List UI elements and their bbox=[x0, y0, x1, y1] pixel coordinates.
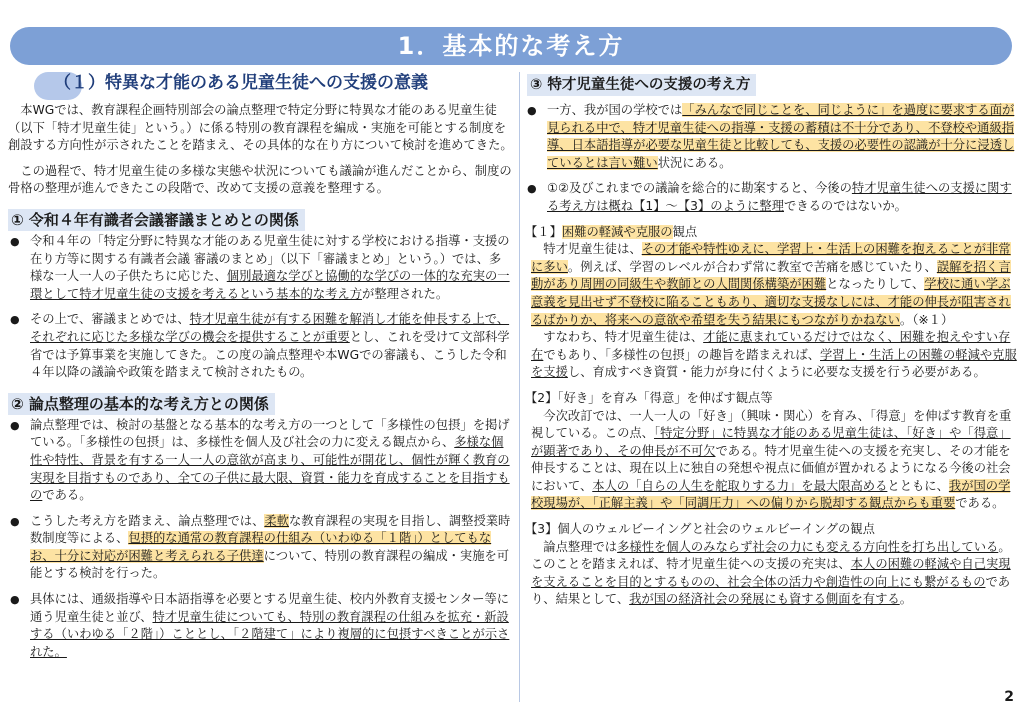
viewpoint-3-text bbox=[525, 539, 1018, 609]
bullet-text: こうした考え方を踏まえ、論点整理では、 bbox=[30, 513, 265, 528]
underlined-text: 特才児童生徒への支援に関する考え方は概ね【1】～【3】のように整理 bbox=[547, 181, 1012, 213]
viewpoint-3-heading: 【3】個人のウェルビーイングと社会のウェルビーイングの観点 bbox=[525, 522, 875, 537]
left-column bbox=[8, 72, 513, 669]
highlighted-text: 包摂的な通常の教育課程の仕組み（いわゆる「１階」）としてもなお、十分に対応が困難と考えられる子供達 bbox=[30, 531, 492, 563]
viewpoint-2-heading: 【2】「好き」を育み「得意」を伸ばす観点等 bbox=[525, 390, 773, 405]
subsection1-title: ① 令和４年有識者会議審議まとめとの関係 bbox=[8, 209, 305, 231]
bullet-text: 一方、我が国の学校では bbox=[547, 103, 683, 117]
bullet-text: な教育課程の実現を目指し、調整授業時数制度等による、 bbox=[30, 513, 511, 546]
body-text: でもあり、「多様性の包摂」の趣旨を踏まえれば、 bbox=[543, 347, 820, 362]
underlined-text: 特才児童生徒が有する困難を解消し才能を伸長する上で、それぞれに応じた多様な学びの機会を提供することが重要 bbox=[30, 312, 510, 344]
body-text: 。（※１） bbox=[899, 312, 954, 327]
body-text: であり、結果として、 bbox=[531, 574, 1011, 607]
body-text: すなわち、特才児童生徒は、 bbox=[543, 330, 704, 345]
viewpoint-1-text bbox=[525, 241, 1018, 329]
bullet-text: できるのではないか。 bbox=[784, 198, 907, 213]
bullet-text: について、特別の教育課程の編成・実施を可能とする検討を行った。 bbox=[30, 548, 510, 581]
bullet-icon: ● bbox=[527, 104, 537, 117]
body-text: 特才児童生徒は、 bbox=[543, 242, 642, 257]
subsection3-title: ③ 特才児童生徒への支援の考え方 bbox=[527, 74, 756, 96]
viewpoint-1 bbox=[525, 224, 1018, 382]
bullet-text: 令和４年の「特定分野に特異な才能のある児童生徒に対する学校における指導・支援の在り方等に関する有識者会議 審議のまとめ」（以下「審議まとめ」という。）では、多様な一人一人の子供たちに応じた、 bbox=[30, 233, 510, 284]
highlighted-text: 柔軟 bbox=[264, 513, 289, 528]
highlighted-text: 困難の軽減や克服の bbox=[561, 224, 673, 239]
bullet-item bbox=[8, 311, 513, 381]
viewpoint-1-text-2 bbox=[525, 329, 1018, 382]
body-text: 。例えば、学習のレベルが合わず常に教室で苦痛を感じていたり、 bbox=[567, 259, 937, 274]
underlined-text: 才能に恵まれているだけではなく、困難を抱えやすい存在 bbox=[531, 330, 1011, 362]
bullet-text: が整理された。 bbox=[362, 286, 449, 301]
bullet-text: 具体には、通級指導や日本語指導を必要とする児童生徒、校内外教育支援センター等に通う児童生徒と並び、 bbox=[30, 592, 510, 624]
bullet-text: である。 bbox=[42, 488, 92, 503]
body-text: である。特才児童生徒への支援を充実し、その才能を伸長することは、現在以上に独自の発想や視点に価値が置かれるようになる今後の社会において、 bbox=[531, 443, 1011, 493]
viewpoint-2 bbox=[525, 390, 1018, 513]
body-text: とともに、 bbox=[887, 478, 949, 493]
viewpoint-2-text bbox=[525, 408, 1018, 514]
highlighted-text: 我が国の学校現場が、「正解主義」や「同調圧力」への偏りから脱却する観点からも重要 bbox=[531, 478, 1011, 511]
body-text: 今次改訂では、一人一人の「好き」（興味・関心）を育み、「得意」を伸ばす教育を重視している。この点、 bbox=[531, 408, 1012, 441]
bullet-item bbox=[8, 417, 513, 505]
highlighted-text: 「みんなで同じことを、同じように」を過度に要求する面が見られる中で、特才児童生徒への指導・支援の蓄積は不十分であり、不登校や通級指導、日本語指導が必要な児童生徒と比較しても、支援の必要性の認識が十分に浸透しているとは言い難い bbox=[547, 103, 1015, 170]
section1-heading bbox=[8, 72, 513, 100]
subsection2-title: ② 論点整理の基本的な考え方との関係 bbox=[8, 393, 275, 415]
underlined-text: 「特定分野」に特異な才能のある児童生徒は、「好き」や「得意」が顕著であり、その伸長が不可欠 bbox=[531, 426, 1011, 458]
intro-paragraph-1: 本WGでは、教育課程企画特別部会の論点整理で特定分野に特異な才能のある児童生徒（以下「特才児童生徒」という。）に係る特別の教育課程を編成・実施を可能とする制度を創設する方向性が示されたことを踏まえ、その具体的な在り方について検討を進めてきた。 bbox=[8, 103, 513, 153]
bullet-icon: ● bbox=[10, 313, 20, 327]
bullet-icon: ● bbox=[10, 593, 20, 607]
bullet-icon: ● bbox=[10, 234, 20, 248]
underlined-text: 我が国の経済社会の発展にも資する側面を有する bbox=[629, 592, 900, 607]
section1-title: （１）特異な才能のある児童生徒への支援の意義 bbox=[54, 73, 428, 93]
page-title: 1．基本的な考え方 bbox=[397, 32, 625, 60]
column-divider bbox=[519, 72, 520, 702]
underlined-text: 本人の「自らの人生を舵取りする力」を最大限高める bbox=[592, 478, 888, 493]
viewpoint-label: 観点 bbox=[672, 224, 698, 239]
bullet-text: とし、これを受けて文部科学省では予算事業を実施してきた。この度の論点整理や本WGでの審議も、こうした令和４年以降の議論や政策を踏まえて検討されたもの。 bbox=[30, 329, 510, 380]
viewpoint-1-heading bbox=[525, 224, 1018, 242]
highlighted-text: 誤解を招く言動があり周囲の同級生や教師との人間関係構築が困難 bbox=[531, 259, 1011, 292]
underlined-text: 特才児童生徒についても、特別の教育課程の仕組みを拡充・新設する（いわゆる「２階」）こととし、「２階建て」により複層的に包摂すべきことが示された。 bbox=[30, 609, 510, 659]
body-text: となったりして、 bbox=[826, 277, 925, 292]
bullet-item bbox=[525, 102, 1018, 172]
bullet-text: ①②及びこれまでの議論を総合的に勘案すると、今後の bbox=[547, 181, 852, 196]
bullet-icon: ● bbox=[10, 418, 20, 432]
bullet-item bbox=[8, 513, 513, 583]
body-text: し、育成すべき資質・能力が身に付くように必要な支援を行う必要がある。 bbox=[567, 365, 986, 380]
intro-paragraph-2: この過程で、特才児童生徒の多様な実態や状況についても議論が進んだことから、制度の骨格の整理が進んできたこの段階で、改めて支援の意義を整理する。 bbox=[8, 163, 512, 196]
bullet-item bbox=[8, 591, 513, 661]
bullet-text: その上で、審議まとめでは、 bbox=[30, 312, 190, 327]
bullet-text: 状況にある。 bbox=[657, 155, 732, 170]
bullet-item bbox=[525, 180, 1018, 215]
body-text: 論点整理では bbox=[543, 539, 618, 554]
bullet-text: 論点整理では、検討の基盤となる基本的な考え方の一つとして「多様性の包摂」を掲げている。「多様性の包摂」は、多様性を個人及び社会の力に変える観点から、 bbox=[30, 417, 510, 450]
underlined-text: 本人の困難の軽減や自己実現を支えることを目的とするものの、社会全体の活力や創造性の向上にも繋がるもの bbox=[531, 557, 1011, 589]
highlighted-text: 学校に通い学ぶ意義を見出せず不登校に陥ることもあり、適切な支援なしには、才能の伸長が阻害されるばかりか、将来への意欲や希望を失う結果にもつながりかねない bbox=[531, 277, 1011, 327]
underlined-text: 個別最適な学びと協働的な学びの一体的な充実の一環として特才児童生徒の支援を考えるという基本的な考え方 bbox=[30, 269, 510, 301]
body-text: 。 bbox=[899, 592, 912, 607]
bullet-icon: ● bbox=[10, 514, 20, 528]
right-column bbox=[525, 72, 1018, 617]
body-text: 。このことを踏まえれば、特才児童生徒への支援の充実は、 bbox=[531, 539, 1011, 572]
bullet-icon: ● bbox=[527, 182, 537, 196]
page-number: 2 bbox=[1004, 689, 1014, 705]
bullet-item bbox=[8, 233, 513, 303]
underlined-text: 学習上・生活上の困難の軽減や克服を支援 bbox=[531, 347, 1017, 380]
underlined-text: 多様性を個人のみならず社会の力にも変える方向性を打ち出している bbox=[617, 539, 999, 554]
viewpoint-label: 【１】 bbox=[525, 224, 562, 239]
body-text: である。 bbox=[955, 496, 1005, 511]
viewpoint-3 bbox=[525, 521, 1018, 609]
page-title-banner bbox=[10, 27, 1012, 65]
underlined-text: 多様な個性や特性、背景を有する一人一人の意欲が高まり、可能性が開花し、個性が輝く教育の実現を目指すものであり、全ての子供に最大限、資質・能力を育成することを目指すもの bbox=[30, 435, 510, 503]
highlighted-text: その才能や特性ゆえに、学習上・生活上の困難を抱えることが非常に多い bbox=[531, 242, 1011, 274]
